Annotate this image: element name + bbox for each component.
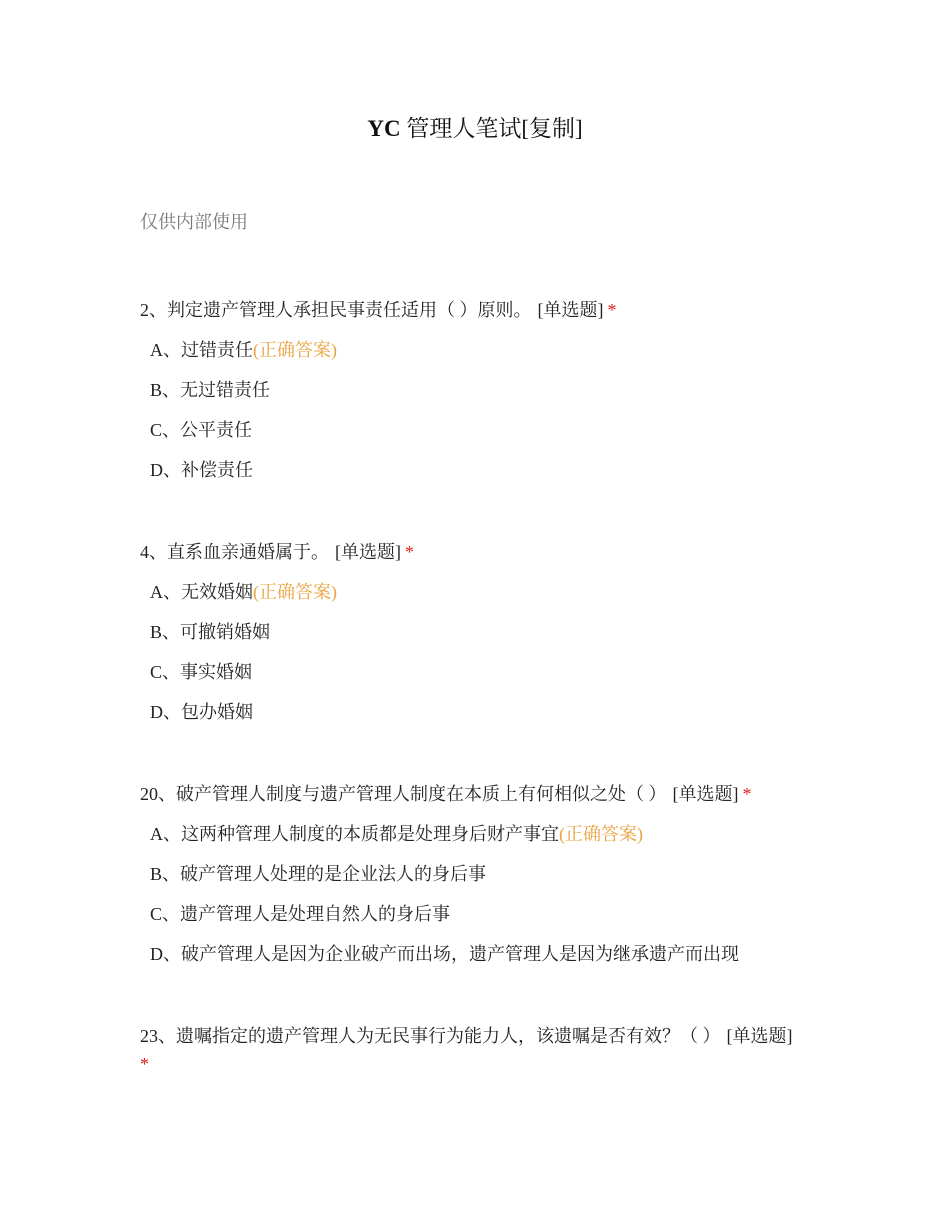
option-a[interactable]	[140, 572, 830, 612]
page-subtitle: 仅供内部使用	[140, 212, 248, 232]
title-latin: YC	[367, 116, 401, 141]
question-title	[140, 780, 830, 808]
option-d[interactable]	[140, 692, 830, 732]
required-mark: *	[405, 542, 414, 562]
option-b[interactable]	[140, 370, 830, 410]
question-title	[140, 296, 830, 324]
option-label: B、破产管理人处理的是企业法人的身后事	[150, 864, 487, 884]
option-label: C、公平责任	[150, 420, 253, 440]
question-block	[140, 296, 830, 490]
correct-answer-tag: (正确答案)	[253, 582, 337, 602]
option-label: D、补偿责任	[150, 460, 253, 480]
option-label: C、遗产管理人是处理自然人的身后事	[150, 904, 451, 924]
option-d[interactable]	[140, 934, 830, 974]
correct-answer-tag: (正确答案)	[559, 824, 643, 844]
title-text: 管理人笔试[复制]	[400, 116, 583, 141]
option-c[interactable]	[140, 652, 830, 692]
option-list	[140, 572, 830, 732]
option-label: D、包办婚姻	[150, 702, 253, 722]
required-mark: *	[742, 784, 752, 804]
question-text: 4、直系血亲通婚属于。	[140, 542, 329, 562]
option-label: B、可撤销婚姻	[150, 622, 271, 642]
question-type: [单选题]	[672, 784, 739, 804]
question-type: [单选题]	[726, 1026, 793, 1046]
correct-answer-tag: (正确答案)	[253, 340, 337, 360]
option-label: D、破产管理人是因为企业破产而出场，遗产管理人是因为继承遗产而出现	[150, 944, 739, 964]
option-label: A、无效婚姻	[150, 582, 253, 602]
option-list	[140, 330, 830, 490]
page-title	[0, 110, 950, 143]
option-a[interactable]	[140, 814, 830, 854]
question-block	[140, 1022, 830, 1078]
required-mark: *	[607, 300, 617, 320]
question-text: 23、遗嘱指定的遗产管理人为无民事行为能力人，该遗嘱是否有效？（ ）	[140, 1026, 721, 1046]
question-text: 20、破产管理人制度与遗产管理人制度在本质上有何相似之处（ ）	[140, 784, 667, 804]
question-title	[140, 1022, 830, 1078]
question-type: [单选题]	[335, 542, 401, 562]
option-label: A、这两种管理人制度的本质都是处理身后财产事宜	[150, 824, 559, 844]
option-b[interactable]	[140, 612, 830, 652]
option-c[interactable]	[140, 894, 830, 934]
option-c[interactable]	[140, 410, 830, 450]
question-title	[140, 538, 830, 566]
option-label: B、无过错责任	[150, 380, 271, 400]
question-block	[140, 538, 830, 732]
question-block	[140, 780, 830, 974]
required-mark: *	[140, 1054, 149, 1074]
option-b[interactable]	[140, 854, 830, 894]
option-a[interactable]	[140, 330, 830, 370]
option-d[interactable]	[140, 450, 830, 490]
option-list	[140, 814, 830, 974]
option-label: A、过错责任	[150, 340, 253, 360]
option-label: C、事实婚姻	[150, 662, 253, 682]
question-text: 2、判定遗产管理人承担民事责任适用（ ）原则。	[140, 300, 532, 320]
question-type: [单选题]	[537, 300, 604, 320]
